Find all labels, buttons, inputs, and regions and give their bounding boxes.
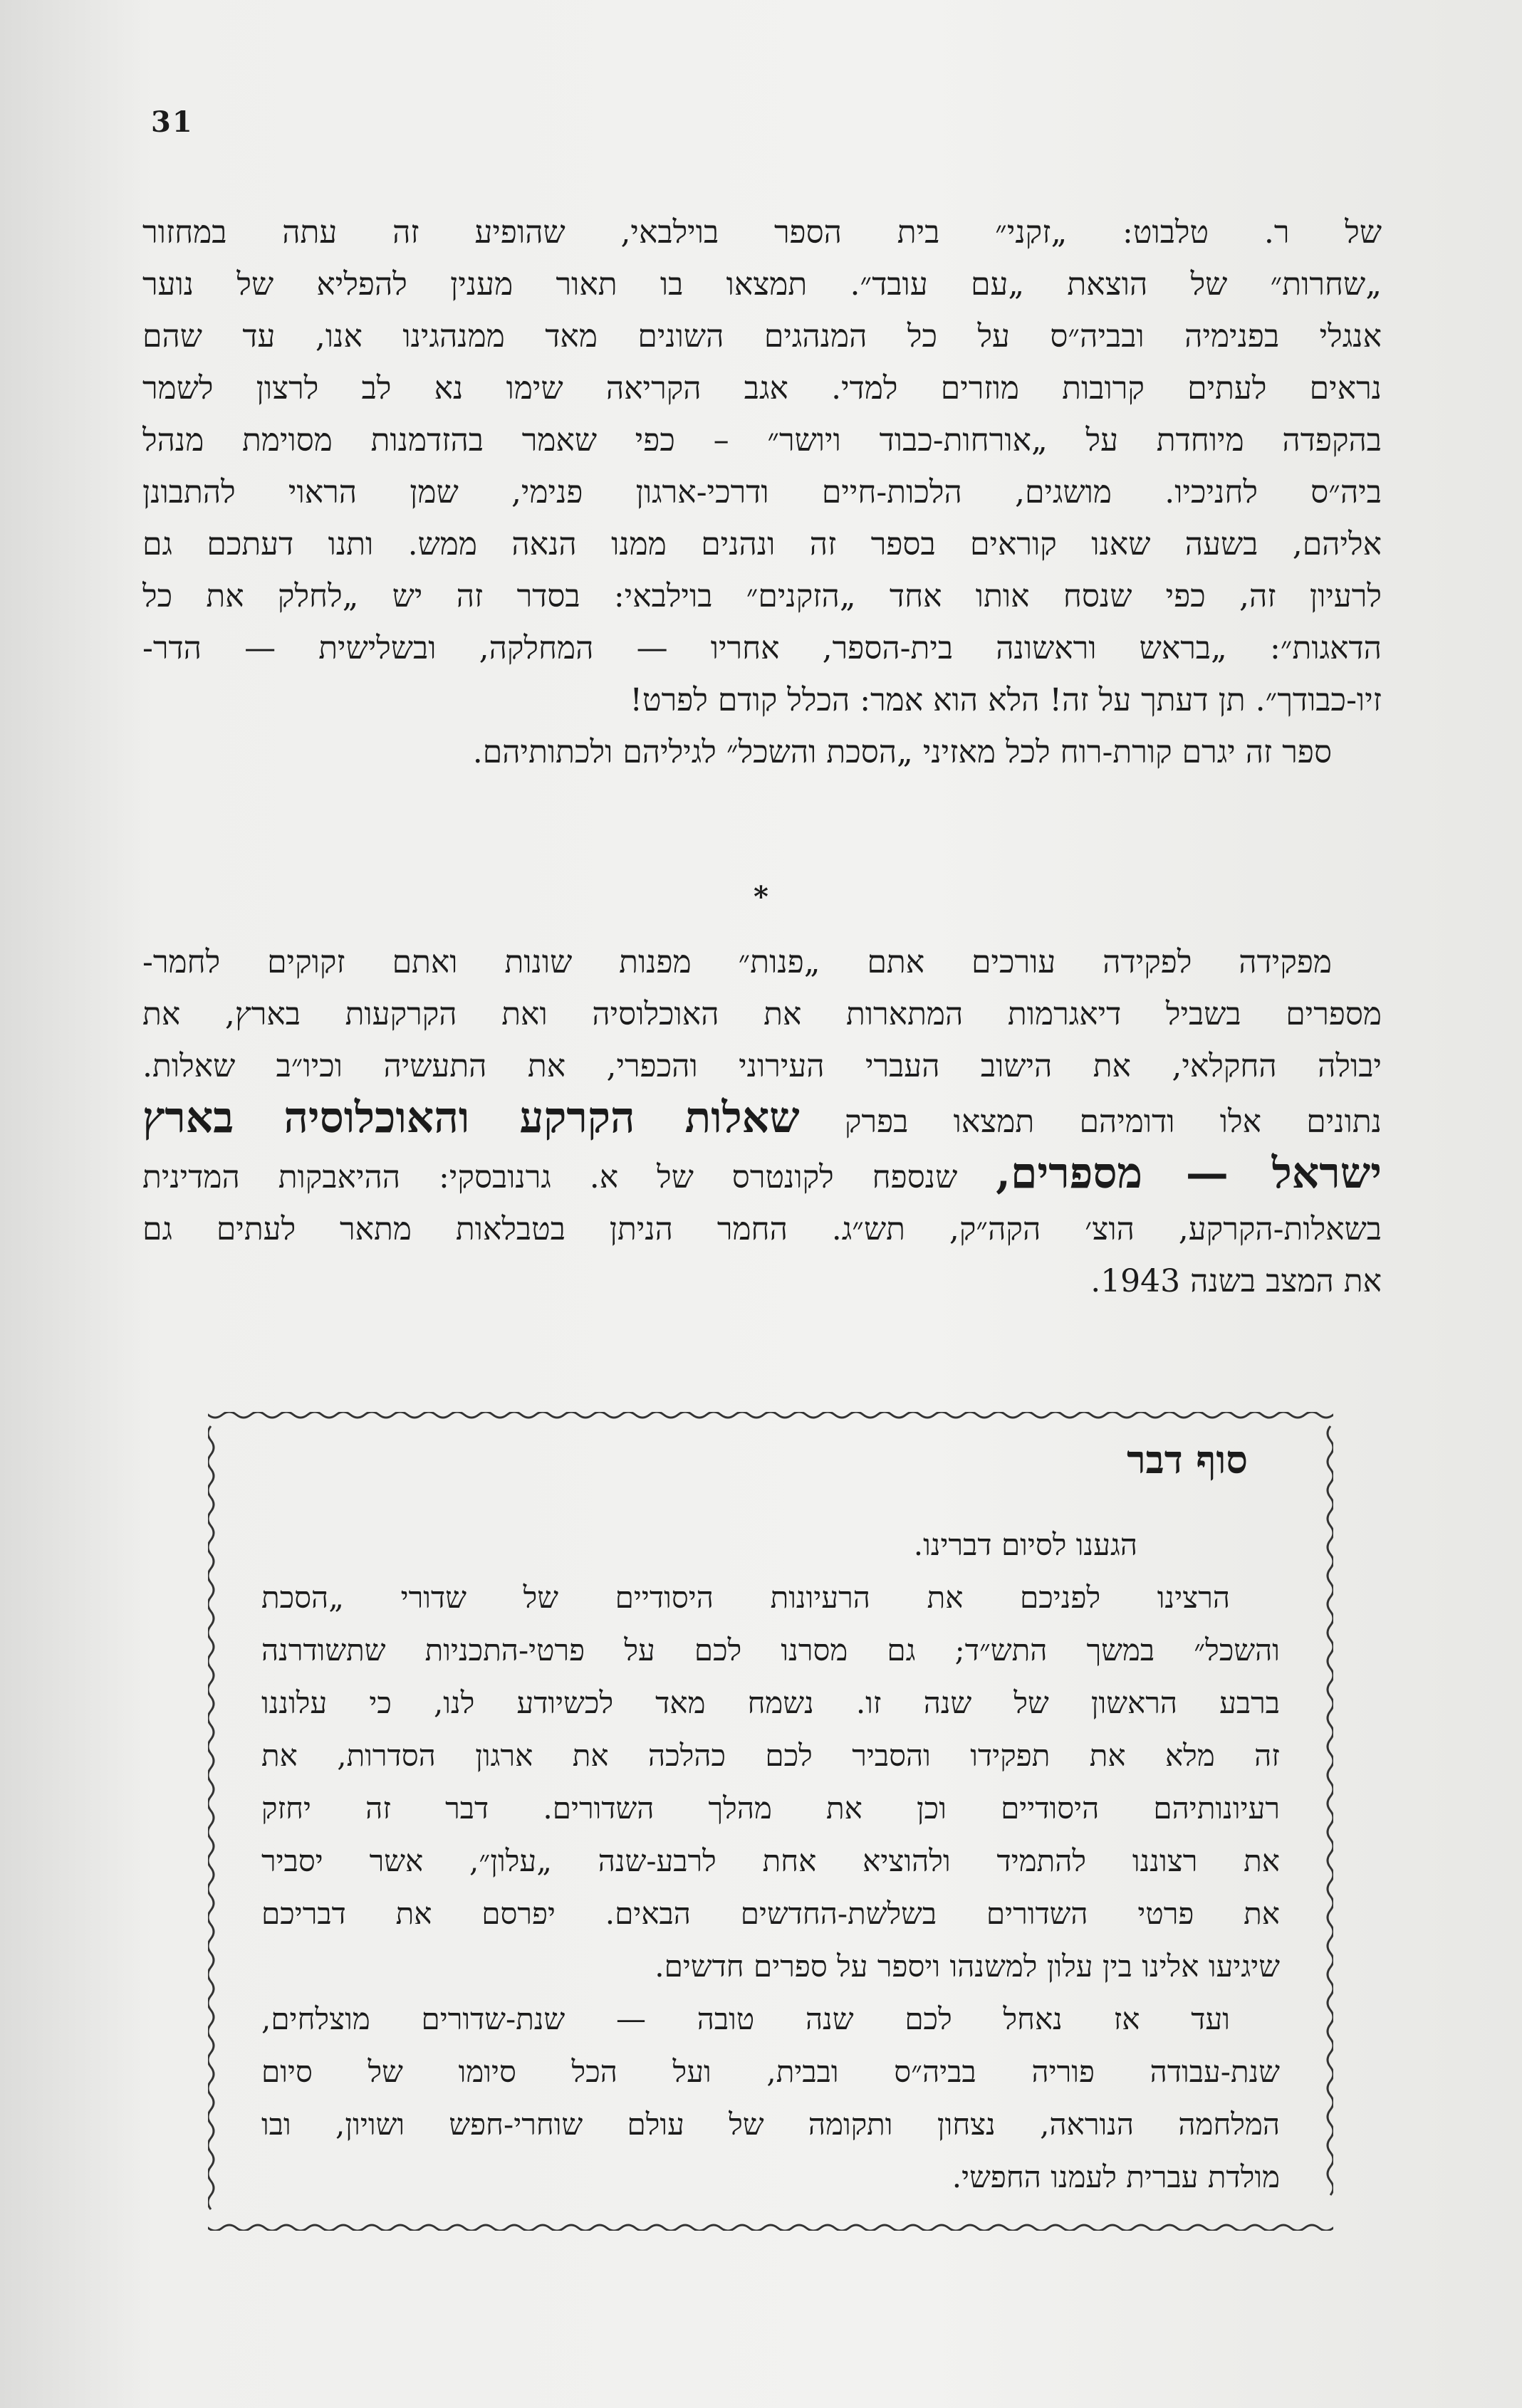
text-line: אליהם, בשעה שאנו קוראים בספר זה ונהנים ממנו הנאה ממש. ותנו דעתכם גם: [142, 526, 1382, 562]
text-line: את המצב בשנה 1943.: [1090, 1263, 1382, 1299]
section-separator: *: [754, 880, 768, 914]
text-line: והשכל״ במשך התש״ד; גם מסרנו לכם על פרטי-התכניות שתשודרנה: [261, 1633, 1280, 1668]
text-line: ביה״ס לחניכיו. מושגים, הלכות-חיים ודרכי-ארגון פנימי, שמן הראוי להתבונן: [142, 474, 1382, 511]
text-line: מולדת עברית לעמנו החפשי.: [952, 2160, 1280, 2194]
page-number: 31: [151, 105, 194, 139]
emphasized-title: ישראל — מספרים,: [996, 1148, 1382, 1198]
text-line: מפקידה לפקידה עורכים אתם „פנות״ מפנות שונות ואתם זקוקים לחמר-: [142, 944, 1333, 980]
text-line: לרעיון זה, כפי שנסח אותו אחד „הזקנים״ בוילבאי: בסדר זה יש „לחלק את כל: [142, 578, 1382, 614]
text-line: הגענו לסיום דברינו.: [913, 1527, 1137, 1562]
paragraph-statistics: [142, 936, 1382, 1307]
text-line: זה מלא את תפקידו והסביר לכם כהלכה את ארגון הסדרות, את: [261, 1738, 1280, 1773]
paragraph-book-review: [142, 206, 1382, 778]
text-line: שנת-עבודה פוריה בביה״ס ובבית, ועל הכל סיומו של סיום: [261, 2054, 1280, 2089]
text-line: ברבע הראשון של שנה זו. נשמח מאד לכשיודע לנו, כי עלוננו: [261, 1685, 1280, 1720]
text-line: המלחמה הנוראה, נצחון ותקומה של עולם שוחרי-חפש ושויון, ובו: [261, 2107, 1280, 2142]
text-line: ספר זה יגרם קורת-רוח לכל מאזיני „הסכת והשכל״ לגיליהם ולכתותיהם.: [472, 734, 1332, 770]
closing-title: סוף דבר: [1127, 1437, 1248, 1482]
text-line: ועד אז נאחל לכם שנה טובה — שנת-שדורים מוצלחים,: [261, 2001, 1230, 2036]
text-segment: נתונים אלו ודומיהם תמצאו בפרק: [844, 1104, 1382, 1140]
closing-text: [261, 1519, 1280, 2204]
text-line: את פרטי השדורים בשלשת-החדשים הבאים. יפרסם את דבריכם: [261, 1896, 1280, 1931]
text-line-with-emphasis: [142, 1092, 1382, 1148]
text-line: „שחרות״ של הוצאת „עם עובד״. תמצאו בו תאור מענין להפליא של נוער: [142, 266, 1382, 303]
emphasized-title: שאלות הקרקע והאוכלוסיה בארץ: [142, 1093, 800, 1143]
text-line: שיגיעו אלינו בין עלון למשנהו ויספר על ספרים חדשים.: [655, 1949, 1280, 1984]
text-line: זיו-כבודך״. תן דעתך על זה! הלא הוא אמר: הכלל קודם לפרט!: [630, 682, 1382, 718]
text-line: הרצינו לפניכם את הרעיונות היסודיים של שדורי „הסכת: [261, 1580, 1230, 1615]
text-line: אנגלי בפנימיה ובביה״ס על כל המנהגים השונים מאד ממנהגינו אנו, עד שהם: [142, 318, 1382, 355]
closing-notice-box: [208, 1412, 1333, 2231]
text-line: נראים לעתים קרובות מוזרים למדי. אגב הקריאה שימו נא לב לרצון לשמר: [142, 370, 1382, 407]
text-line: הדאגות״: „בראש וראשונה בית-הספר, אחריו — המחלקה, ובשלישית — הדר-: [142, 630, 1382, 666]
text-segment: שנספח לקונטרס של א. גרנובסקי: ההיאבקות המדינית: [142, 1159, 958, 1195]
text-line-with-emphasis: [142, 1148, 1382, 1203]
text-line: בהקפדה מיוחדת על „אורחות-כבוד ויושר״ – כפי שאמר בהזדמנות מסוימת מנהל: [142, 422, 1382, 459]
text-line: מספרים בשביל דיאגרמות המתארות את האוכלוסיה ואת הקרקעות בארץ, את: [142, 996, 1382, 1032]
text-line: בשאלות-הקרקע, הוצ׳ הקה״ק, תש״ג. החמר הניתן בטבלאות מתאר לעתים גם: [142, 1211, 1382, 1247]
text-line: יבולה החקלאי, את הישוב העברי העירוני והכפרי, את התעשיה וכיו״ב שאלות.: [142, 1048, 1382, 1084]
text-line: של ר. טלבוט: „זקני״ בית הספר בוילבאי, שהופיע זה עתה במחזור: [142, 214, 1382, 251]
text-line: רעיונותיהם היסודיים וכן את מהלך השדורים. דבר זה יחזק: [261, 1791, 1280, 1826]
text-line: את רצוננו להתמיד ולהוציא אחת לרבע-שנה „עלון״, אשר יסביר: [261, 1843, 1280, 1878]
